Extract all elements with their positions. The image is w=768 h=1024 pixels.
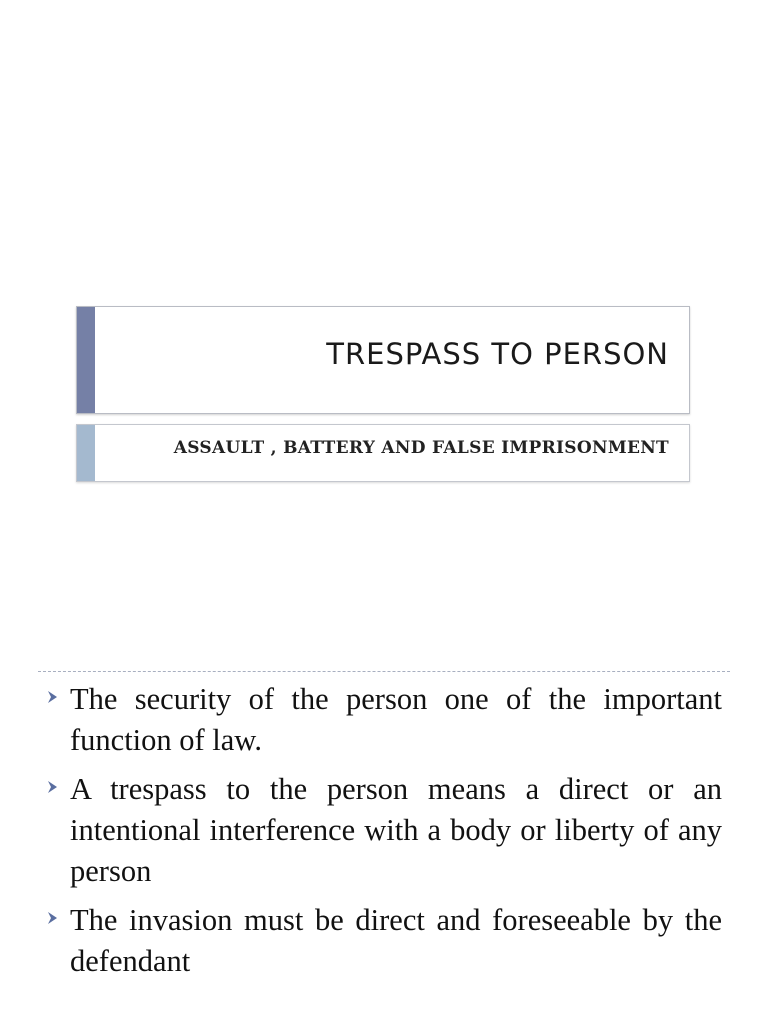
chevron-arrow-icon: [46, 910, 60, 926]
slide-divider: [38, 671, 730, 672]
slide-subtitle: ASSAULT , BATTERY AND FALSE IMPRISONMENT: [173, 438, 669, 458]
title-accent-bar: [77, 307, 95, 413]
bullet-item: [46, 900, 722, 982]
bullet-text: The security of the person one of the important function of law.: [70, 682, 722, 757]
bullet-list: [46, 679, 722, 990]
bullet-text: The invasion must be direct and foreseeable by the defendant: [70, 903, 722, 978]
chevron-arrow-icon: [46, 779, 60, 795]
bullet-item: [46, 679, 722, 761]
slide-title: TRESPASS TO PERSON: [326, 337, 669, 371]
bullet-text: A trespass to the person means a direct or an intentional interference with a body or liberty of any person: [70, 772, 722, 888]
title-box: [76, 306, 690, 414]
chevron-arrow-icon: [46, 689, 60, 705]
subtitle-accent-bar: [77, 425, 95, 481]
bullet-item: [46, 769, 722, 892]
subtitle-box: [76, 424, 690, 482]
